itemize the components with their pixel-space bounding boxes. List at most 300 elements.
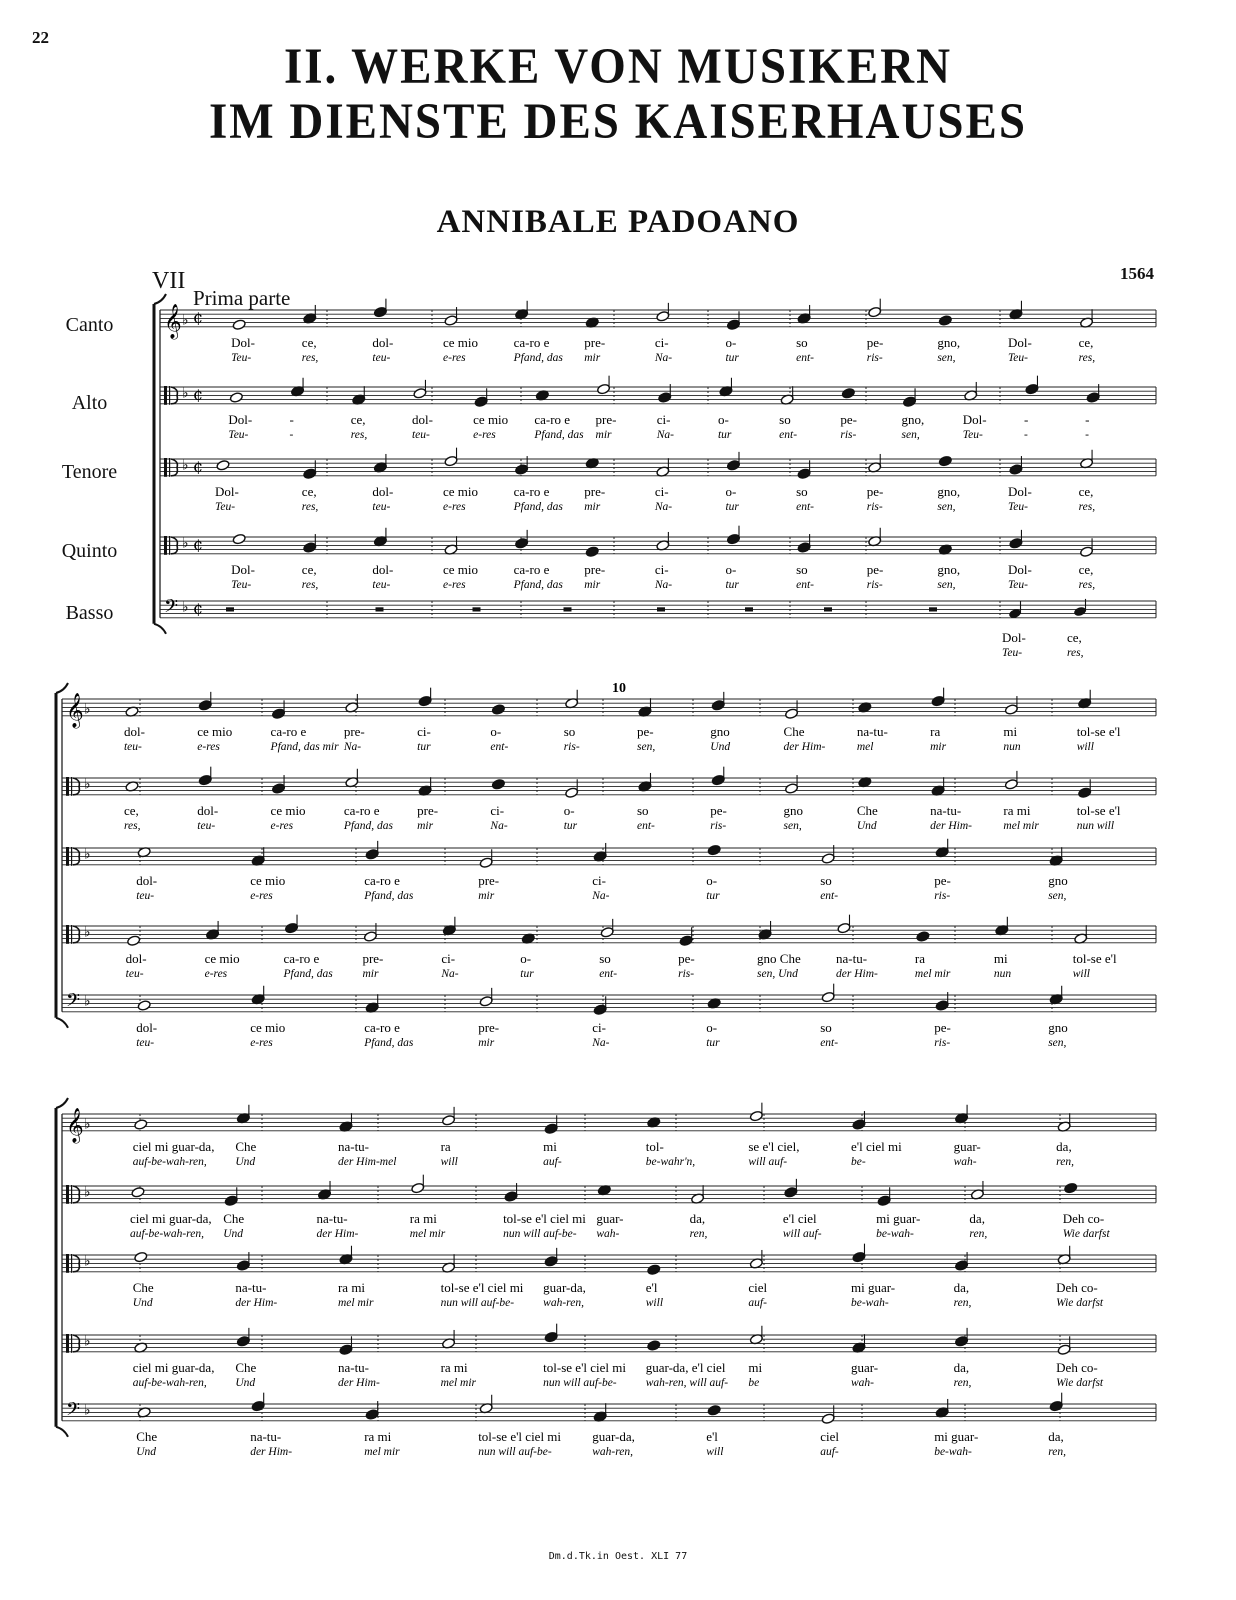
lyric-german-syllable: Pfand, das bbox=[513, 500, 563, 513]
lyric-syllable: Dol- bbox=[1007, 334, 1032, 350]
note-head bbox=[1009, 464, 1023, 476]
lyric-syllable: o- bbox=[490, 723, 502, 739]
lyric-german-syllable: mir bbox=[930, 740, 947, 753]
lyric-syllable: na-tu- bbox=[835, 950, 868, 966]
note-head bbox=[127, 935, 141, 947]
flat-sign-icon: ♭ bbox=[84, 993, 91, 1010]
lyric-syllable: ce, bbox=[1078, 483, 1094, 499]
lyric-syllable: Dol- bbox=[231, 334, 256, 350]
lyric-syllable: so bbox=[636, 802, 649, 818]
lyric-syllable: tol-se e'l bbox=[1076, 723, 1121, 739]
note-head bbox=[444, 315, 458, 327]
bass-clef-icon: 𝄢 bbox=[164, 596, 179, 622]
lyric-syllable: ce, bbox=[301, 334, 317, 350]
lyric-german-syllable: tur bbox=[563, 819, 578, 832]
lyric-german-syllable: ren, bbox=[953, 1296, 972, 1309]
note-head bbox=[224, 1195, 238, 1207]
lyric-german-syllable: sen, Und bbox=[757, 967, 798, 980]
lyric-german-syllable: mir bbox=[584, 351, 601, 364]
lyric-german-syllable: ent- bbox=[490, 740, 509, 753]
note-head bbox=[647, 1340, 661, 1352]
lyric-syllable: ce mio bbox=[197, 723, 233, 739]
flat-sign-icon: ♭ bbox=[182, 385, 189, 402]
lyric-syllable: ca-ro e bbox=[513, 561, 550, 577]
lyric-syllable: mi guar- bbox=[934, 1428, 979, 1444]
lyric-syllable: gno bbox=[1048, 872, 1068, 888]
lyric-german-syllable: mir bbox=[584, 500, 601, 513]
lyric-german-syllable: nun will auf-be- bbox=[543, 1376, 617, 1389]
lyric-german-syllable: Pfand, das bbox=[364, 889, 414, 902]
note-head bbox=[1080, 546, 1094, 558]
lyric-german-syllable: will bbox=[1076, 740, 1094, 753]
lyric-syllable: guar-da, bbox=[592, 1428, 635, 1444]
lyric-german-syllable: res, bbox=[1067, 646, 1084, 659]
lyric-syllable: ce, bbox=[350, 411, 366, 427]
voice-label-quinto: Quinto bbox=[61, 540, 118, 562]
lyric-german-syllable: ris- bbox=[710, 819, 727, 832]
note-head bbox=[679, 935, 693, 947]
lyric-german-syllable: wah-ren, will auf- bbox=[645, 1376, 729, 1389]
lyric-syllable: Dol- bbox=[228, 411, 253, 427]
measure-number: 10 bbox=[612, 681, 626, 696]
note-head bbox=[726, 533, 740, 545]
lyric-german-syllable: res, bbox=[123, 819, 141, 832]
lyric-syllable: so bbox=[796, 561, 808, 577]
note-head bbox=[363, 931, 377, 943]
lyric-german-syllable: ris- bbox=[866, 500, 883, 513]
lyric-syllable: guar-da, bbox=[543, 1279, 586, 1295]
lyric-syllable: o- bbox=[725, 334, 737, 350]
lyric-german-syllable: tur bbox=[520, 967, 534, 980]
note-head bbox=[868, 306, 882, 318]
note-head bbox=[597, 383, 611, 395]
lyric-german-syllable: Und bbox=[856, 819, 877, 832]
lyric-syllable: Deh co- bbox=[1056, 1279, 1098, 1295]
lyric-syllable: ce, bbox=[301, 561, 317, 577]
lyric-syllable: o- bbox=[725, 483, 737, 499]
lyric-german-syllable: auf-be-wah-ren, bbox=[132, 1155, 207, 1168]
lyric-german-syllable: ent- bbox=[796, 351, 814, 364]
lyric-syllable: pre- bbox=[478, 1019, 500, 1035]
c-clef-icon bbox=[66, 847, 69, 866]
lyric-syllable: tol-se e'l bbox=[1072, 950, 1117, 966]
lyric-syllable: Che bbox=[856, 802, 878, 818]
lyric-syllable: ce mio bbox=[250, 1019, 286, 1035]
lyric-german-syllable: res, bbox=[301, 351, 319, 364]
note-head bbox=[711, 774, 725, 786]
lyric-syllable: Che bbox=[235, 1359, 257, 1375]
bracket-hook-top bbox=[154, 294, 166, 304]
lyric-syllable: dol- bbox=[136, 872, 158, 888]
lyric-syllable: gno, bbox=[901, 411, 925, 427]
note-head bbox=[198, 699, 212, 711]
flat-sign-icon: ♭ bbox=[182, 457, 189, 474]
lyric-german-syllable: ren, bbox=[689, 1227, 708, 1240]
rest-icon bbox=[745, 607, 753, 611]
lyric-syllable: ca-ro e bbox=[513, 483, 550, 499]
lyric-german-syllable: res, bbox=[1078, 351, 1096, 364]
lyric-german-syllable: ren, bbox=[969, 1227, 988, 1240]
lyric-german-syllable: nun bbox=[1003, 740, 1021, 753]
note-head bbox=[1073, 606, 1087, 618]
lyric-german-syllable: teu- bbox=[136, 1036, 155, 1049]
lyric-german-syllable: Wie darfst bbox=[1056, 1376, 1104, 1389]
lyric-syllable: pe- bbox=[636, 723, 654, 739]
lyric-syllable: ci- bbox=[654, 483, 669, 499]
lyric-syllable: pe- bbox=[934, 872, 951, 888]
lyric-german-syllable: e-res bbox=[270, 819, 294, 832]
lyric-syllable: so bbox=[820, 872, 832, 888]
note-head bbox=[593, 1004, 607, 1016]
lyric-syllable: mi bbox=[993, 950, 1008, 966]
lyric-german-syllable: e-res bbox=[250, 1036, 273, 1049]
lyric-german-syllable: der Him- bbox=[835, 967, 878, 980]
lyric-german-syllable: e-res bbox=[250, 889, 273, 902]
note-head bbox=[1004, 704, 1018, 716]
c-clef-line bbox=[71, 777, 72, 796]
note-head bbox=[272, 783, 286, 795]
lyric-german-syllable: Wie darfst bbox=[1062, 1227, 1110, 1240]
lyric-german-syllable: tur bbox=[717, 428, 732, 441]
piece-number: VII bbox=[152, 268, 186, 294]
lyric-syllable: Che bbox=[132, 1279, 154, 1295]
lyric-german-syllable: be bbox=[748, 1376, 760, 1389]
c-clef-icon bbox=[66, 1334, 69, 1353]
lyric-german-syllable: mel mir bbox=[914, 967, 951, 980]
voice-label-canto: Canto bbox=[65, 314, 114, 336]
lyric-german-syllable: ris- bbox=[934, 889, 951, 902]
note-head bbox=[251, 1400, 265, 1412]
note-head bbox=[955, 1260, 969, 1272]
lyric-syllable: ra mi bbox=[409, 1210, 437, 1226]
lyric-german-syllable: Teu- bbox=[228, 428, 249, 441]
c-clef-line bbox=[71, 1334, 72, 1353]
lyric-german-syllable: auf- bbox=[748, 1296, 767, 1309]
lyric-german-syllable: mel mir bbox=[440, 1376, 477, 1389]
lyric-syllable: dol- bbox=[136, 1019, 158, 1035]
lyric-german-syllable: Na- bbox=[654, 500, 673, 513]
note-head bbox=[491, 704, 505, 716]
note-head bbox=[216, 459, 230, 471]
note-head bbox=[491, 778, 505, 790]
lyric-syllable: pre- bbox=[584, 561, 606, 577]
lyric-syllable: Dol- bbox=[962, 411, 987, 427]
lyric-syllable: tol- bbox=[645, 1138, 664, 1154]
lyric-german-syllable: Teu- bbox=[231, 578, 252, 591]
lyric-syllable: da, bbox=[969, 1210, 985, 1226]
note-head bbox=[131, 1186, 145, 1198]
lyric-syllable: mi bbox=[543, 1138, 557, 1154]
lyric-syllable: ra bbox=[440, 1138, 451, 1154]
lyric-syllable: ce mio bbox=[204, 950, 240, 966]
note-head bbox=[134, 1251, 148, 1263]
page-number: 22 bbox=[32, 28, 49, 47]
lyric-german-syllable: auf-be-wah-ren, bbox=[129, 1227, 204, 1240]
lyric-syllable: pre- bbox=[478, 872, 500, 888]
lyric-syllable: gno, bbox=[937, 334, 961, 350]
lyric-syllable: ra mi bbox=[1003, 802, 1031, 818]
lyric-german-syllable: mir bbox=[478, 1036, 495, 1049]
lyric-syllable: dol- bbox=[197, 802, 219, 818]
lyric-german-syllable: ris- bbox=[840, 428, 857, 441]
lyric-syllable: o- bbox=[725, 561, 737, 577]
lyric-german-syllable: der Him- bbox=[930, 819, 972, 832]
lyric-german-syllable: Pfand, das mir bbox=[270, 740, 339, 753]
lyric-syllable: gno bbox=[710, 723, 730, 739]
flat-sign-icon: ♭ bbox=[182, 312, 189, 329]
lyric-german-syllable: res, bbox=[350, 428, 368, 441]
lyric-german-syllable: res, bbox=[1078, 500, 1096, 513]
lyric-german-syllable: teu- bbox=[123, 740, 142, 753]
lyric-german-syllable: Na- bbox=[490, 819, 508, 832]
rest-icon bbox=[657, 607, 665, 611]
lyric-german-syllable: e-res bbox=[443, 578, 466, 591]
lyric-syllable: ce mio bbox=[473, 411, 509, 427]
time-signature-icon: ¢ bbox=[193, 307, 204, 327]
lyric-syllable: ci- bbox=[592, 1019, 606, 1035]
lyric-syllable: ciel mi guar-da, bbox=[132, 1359, 215, 1375]
note-head bbox=[931, 695, 945, 707]
lyric-syllable: Dol- bbox=[1007, 483, 1032, 499]
lyric-german-syllable: wah- bbox=[596, 1227, 620, 1240]
note-head bbox=[479, 995, 493, 1007]
lyric-syllable: Dol- bbox=[1002, 629, 1026, 645]
flat-sign-icon: ♭ bbox=[84, 1402, 91, 1419]
title-line-1: II. WERKE VON MUSIKERN bbox=[283, 38, 953, 96]
lyric-syllable: o- bbox=[717, 411, 729, 427]
lyric-german-syllable: e-res bbox=[443, 351, 466, 364]
rest-icon bbox=[376, 607, 384, 611]
note-head bbox=[515, 537, 529, 549]
lyric-german-syllable: ent- bbox=[820, 1036, 839, 1049]
lyric-german-syllable: mir bbox=[417, 819, 434, 832]
lyric-german-syllable: Pfand, das bbox=[534, 428, 584, 441]
lyric-syllable: pe- bbox=[866, 483, 884, 499]
lyric-syllable: ca-ro e bbox=[364, 1019, 400, 1035]
lyric-syllable: so bbox=[796, 483, 808, 499]
note-head bbox=[411, 1182, 425, 1194]
lyric-syllable: na-tu- bbox=[235, 1279, 267, 1295]
bracket-hook-bottom bbox=[56, 1018, 68, 1028]
lyric-syllable: ca-ro e bbox=[283, 950, 320, 966]
c-clef-icon bbox=[66, 1185, 69, 1204]
c-clef-icon bbox=[164, 386, 167, 405]
lyric-syllable: ci- bbox=[654, 561, 669, 577]
rest-icon bbox=[929, 607, 937, 611]
note-head bbox=[1025, 383, 1039, 395]
note-head bbox=[1086, 392, 1100, 404]
lyric-german-syllable: der Him- bbox=[235, 1296, 278, 1309]
lyric-german-syllable: Teu- bbox=[1007, 351, 1028, 364]
lyric-german-syllable: Und bbox=[710, 740, 731, 753]
flat-sign-icon: ♭ bbox=[84, 1184, 91, 1201]
voice-label-alto: Alto bbox=[71, 392, 108, 414]
lyric-german-syllable: wah-ren, bbox=[592, 1445, 633, 1458]
lyric-german-syllable: sen, bbox=[636, 740, 656, 753]
lyric-syllable: so bbox=[599, 950, 611, 966]
lyric-syllable: ci- bbox=[490, 802, 505, 818]
lyric-german-syllable: e-res bbox=[443, 500, 466, 513]
c-clef-line bbox=[71, 1185, 72, 1204]
lyric-german-syllable: ris- bbox=[678, 967, 695, 980]
lyric-german-syllable: sen, bbox=[937, 500, 956, 513]
lyric-syllable: Dol- bbox=[1007, 561, 1032, 577]
note-head bbox=[821, 1413, 835, 1425]
lyric-german-syllable: nun bbox=[993, 967, 1012, 980]
lyric-syllable: tol-se e'l ciel mi bbox=[440, 1279, 524, 1295]
lyric-german-syllable: Pfand, das bbox=[513, 578, 563, 591]
lyric-syllable: pre- bbox=[343, 723, 365, 739]
lyric-german-syllable: Teu- bbox=[215, 500, 236, 513]
lyric-german-syllable: - bbox=[1085, 428, 1090, 441]
note-head bbox=[272, 708, 286, 720]
lyric-syllable: ce mio bbox=[270, 802, 306, 818]
lyric-syllable: o- bbox=[706, 872, 718, 888]
lyric-german-syllable: tur bbox=[725, 578, 739, 591]
lyric-german-syllable: Pfand, das bbox=[364, 1036, 414, 1049]
lyric-syllable: ca-ro e bbox=[513, 334, 550, 350]
lyric-syllable: ci- bbox=[417, 723, 431, 739]
lyric-german-syllable: tur bbox=[725, 500, 739, 513]
time-signature-icon: ¢ bbox=[193, 384, 204, 404]
note-head bbox=[955, 1335, 969, 1347]
lyric-syllable: gno, bbox=[937, 561, 961, 577]
lyric-german-syllable: sen, bbox=[1048, 1036, 1067, 1049]
note-head bbox=[852, 1251, 866, 1263]
lyric-syllable: ca-ro e bbox=[364, 872, 400, 888]
note-head bbox=[236, 1335, 250, 1347]
lyric-german-syllable: be-wah- bbox=[934, 1445, 972, 1458]
lyric-syllable: so bbox=[820, 1019, 832, 1035]
lyric-syllable: ciel mi guar-da, bbox=[132, 1138, 215, 1154]
lyric-german-syllable: mel mir bbox=[337, 1296, 374, 1309]
lyric-german-syllable: be-wah- bbox=[850, 1296, 889, 1309]
lyric-german-syllable: Na- bbox=[592, 889, 610, 902]
note-head bbox=[797, 468, 811, 480]
note-head bbox=[711, 699, 725, 711]
note-head bbox=[232, 319, 246, 331]
lyric-german-syllable: - bbox=[289, 428, 294, 441]
lyric-german-syllable: mir bbox=[362, 967, 379, 980]
lyric-german-syllable: tur bbox=[725, 351, 739, 364]
rest-icon bbox=[226, 607, 234, 611]
lyric-syllable: ci- bbox=[441, 950, 456, 966]
note-head bbox=[544, 1331, 558, 1343]
note-head bbox=[585, 546, 599, 558]
lyric-syllable: tol-se e'l ciel mi bbox=[478, 1428, 562, 1444]
note-head bbox=[474, 396, 488, 408]
lyric-german-syllable: Na- bbox=[343, 740, 362, 753]
lyric-syllable: o- bbox=[563, 802, 575, 818]
lyric-syllable: gno, bbox=[937, 483, 961, 499]
lyric-syllable: so bbox=[563, 723, 576, 739]
lyric-german-syllable: mir bbox=[584, 578, 601, 591]
lyric-syllable: pe- bbox=[710, 802, 727, 818]
lyric-german-syllable: Und bbox=[235, 1376, 256, 1389]
lyric-german-syllable: be-wahr'n, bbox=[645, 1155, 696, 1168]
lyric-german-syllable: Und bbox=[223, 1227, 244, 1240]
lyric-german-syllable: Teu- bbox=[1007, 500, 1028, 513]
lyric-syllable: da, bbox=[1056, 1138, 1072, 1154]
lyric-german-syllable: mel bbox=[856, 740, 874, 753]
note-head bbox=[365, 1409, 379, 1421]
lyric-german-syllable: res, bbox=[301, 500, 319, 513]
note-head bbox=[544, 1255, 558, 1267]
note-head bbox=[479, 857, 493, 869]
note-head bbox=[137, 1000, 151, 1012]
lyric-syllable: e'l bbox=[645, 1279, 658, 1295]
flat-sign-icon: ♭ bbox=[182, 599, 189, 616]
lyric-syllable: Dol- bbox=[231, 561, 256, 577]
lyric-syllable: Deh co- bbox=[1062, 1210, 1105, 1226]
lyric-german-syllable: mir bbox=[478, 889, 495, 902]
lyric-syllable: ce, bbox=[1078, 561, 1094, 577]
lyric-syllable: so bbox=[796, 334, 808, 350]
lyric-german-syllable: tur bbox=[706, 1036, 720, 1049]
note-head bbox=[903, 396, 917, 408]
lyric-german-syllable: e-res bbox=[473, 428, 496, 441]
note-head bbox=[442, 1114, 456, 1126]
treble-clef-icon: 𝄞 bbox=[66, 1107, 84, 1143]
lyric-german-syllable: be- bbox=[850, 1155, 866, 1168]
lyric-german-syllable: ren, bbox=[1056, 1155, 1074, 1168]
bracket-hook-bottom bbox=[56, 1427, 68, 1437]
lyric-syllable: pre- bbox=[595, 411, 617, 427]
c-clef-icon bbox=[66, 777, 69, 796]
lyric-syllable: gno bbox=[1048, 1019, 1068, 1035]
lyric-syllable: ra bbox=[914, 950, 926, 966]
flat-sign-icon: ♭ bbox=[84, 1116, 91, 1133]
note-head bbox=[647, 1264, 661, 1276]
note-head bbox=[821, 853, 835, 865]
lyric-syllable: ce mio bbox=[443, 561, 479, 577]
note-head bbox=[504, 1191, 518, 1203]
lyric-german-syllable: mel mir bbox=[364, 1445, 400, 1458]
c-clef-icon bbox=[66, 925, 69, 944]
footer-reference: Dm.d.Tk.in Oest. XLI 77 bbox=[548, 1551, 688, 1562]
lyric-syllable: tol-se e'l bbox=[1076, 802, 1121, 818]
c-clef-line bbox=[169, 458, 170, 477]
note-head bbox=[938, 455, 952, 467]
lyric-german-syllable: auf- bbox=[820, 1445, 839, 1458]
lyric-german-syllable: Teu- bbox=[962, 428, 983, 441]
c-clef-line bbox=[169, 536, 170, 555]
lyric-syllable: ci- bbox=[654, 334, 669, 350]
lyric-syllable: na-tu- bbox=[930, 802, 962, 818]
note-head bbox=[938, 315, 952, 327]
lyric-syllable: tol-se e'l ciel mi bbox=[543, 1359, 627, 1375]
lyric-german-syllable: tur bbox=[706, 889, 720, 902]
lyric-german-syllable: sen, bbox=[783, 819, 802, 832]
note-head bbox=[285, 922, 299, 934]
title-line-2: IM DIENSTE DES KAISERHAUSES bbox=[209, 93, 1027, 151]
lyric-syllable: pe- bbox=[866, 561, 884, 577]
lyric-syllable: pre- bbox=[417, 802, 439, 818]
lyric-german-syllable: Pfand, das bbox=[343, 819, 394, 832]
lyric-german-syllable: will auf- bbox=[748, 1155, 788, 1168]
lyric-syllable: ca-ro e bbox=[343, 802, 380, 818]
flat-sign-icon: ♭ bbox=[84, 846, 91, 863]
lyric-german-syllable: will bbox=[645, 1296, 664, 1309]
lyric-syllable: pe- bbox=[840, 411, 857, 427]
note-head bbox=[726, 459, 740, 471]
lyric-german-syllable: Teu- bbox=[231, 351, 252, 364]
note-head bbox=[1004, 778, 1018, 790]
lyric-german-syllable: e-res bbox=[204, 967, 228, 980]
lyric-syllable: ca-ro e bbox=[534, 411, 571, 427]
lyric-german-syllable: Und bbox=[136, 1445, 157, 1458]
note-head bbox=[444, 455, 458, 467]
